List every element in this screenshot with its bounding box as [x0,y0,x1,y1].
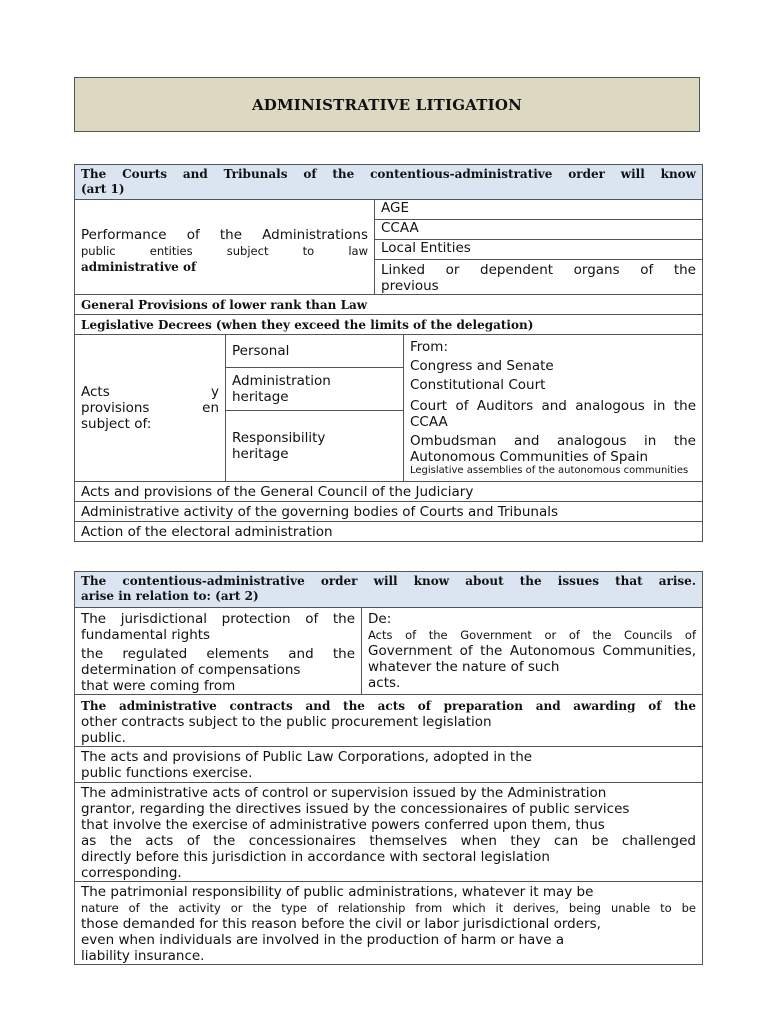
title-box [74,77,700,132]
entity-linked-organs: Linked or dependent organs of the previous [375,260,703,295]
courts-table-header: The Courts and Tribunals of the contentious-administrative order will know (art 1) [75,165,703,200]
legislative-decrees-row: Legislative Decrees (when they exceed the limits of the delegation) [75,315,703,335]
administrations-table [74,199,703,335]
fundamental-rights-cell: The jurisdictional protection of the fundamental rights the regulated elements and the determination of compensations that were coming from [75,608,362,695]
entity-ccaa: CCAA [375,220,703,240]
government-acts-cell: De: Acts of the Government or of the Councils of Government of the Autonomous Communities, whatever the nature of such acts. [362,608,703,695]
issues-table-header: The contentious-administrative order will know about the issues that arise. arise in relation to: (art 2) [75,572,703,608]
entity-age: AGE [375,200,703,220]
acts-table [74,334,703,542]
performance-cell: Performance of the Administrations public entities subject to law administrative of [75,200,375,295]
courts-table [74,164,703,200]
contracts-row: The administrative contracts and the acts of preparation and awarding of the other contracts subject to the public procurement legislation public. [75,695,703,747]
patrimonial-responsibility-row: The patrimonial responsibility of public administrations, whatever it may be nature of the activity or the type of relationship from which it derives, being unable to be those demanded for this reason before the civil or labor jurisdictional orders, even when individuals are involved in the production of harm or have a liability insurance. [75,882,703,965]
subject-administration-heritage: Administration heritage [226,368,404,411]
acts-cell: Acts y provisions en subject of: [75,335,226,482]
entity-local: Local Entities [375,240,703,260]
subject-responsibility-heritage: Responsibility heritage [226,411,404,482]
governing-bodies-row: Administrative activity of the governing bodies of Courts and Tribunals [75,502,703,522]
from-cell: From: Congress and Senate Constitutional Court Court of Auditors and analogous in the CCAA Ombudsman and analogous in the Autonomous Communities of Spain Legislative assemblies of the autonomous communities [404,335,703,482]
subject-personal: Personal [226,335,404,368]
electoral-row: Action of the electoral administration [75,522,703,542]
corporations-row: The acts and provisions of Public Law Corporations, adopted in the public functions exercise. [75,747,703,783]
page-title: ADMINISTRATIVE LITIGATION [251,95,523,114]
general-provisions-row: General Provisions of lower rank than Law [75,295,703,315]
issues-table [74,571,703,965]
control-acts-row: The administrative acts of control or supervision issued by the Administration grantor, regarding the directives issued by the concessionaires of public services that involve the exercise of administrative powers conferred upon them, thus as the acts of the concessionaires themselves when they can be challenged directly before this jurisdiction in accordance with sectoral legislation corresponding. [75,783,703,882]
judiciary-row: Acts and provisions of the General Council of the Judiciary [75,482,703,502]
